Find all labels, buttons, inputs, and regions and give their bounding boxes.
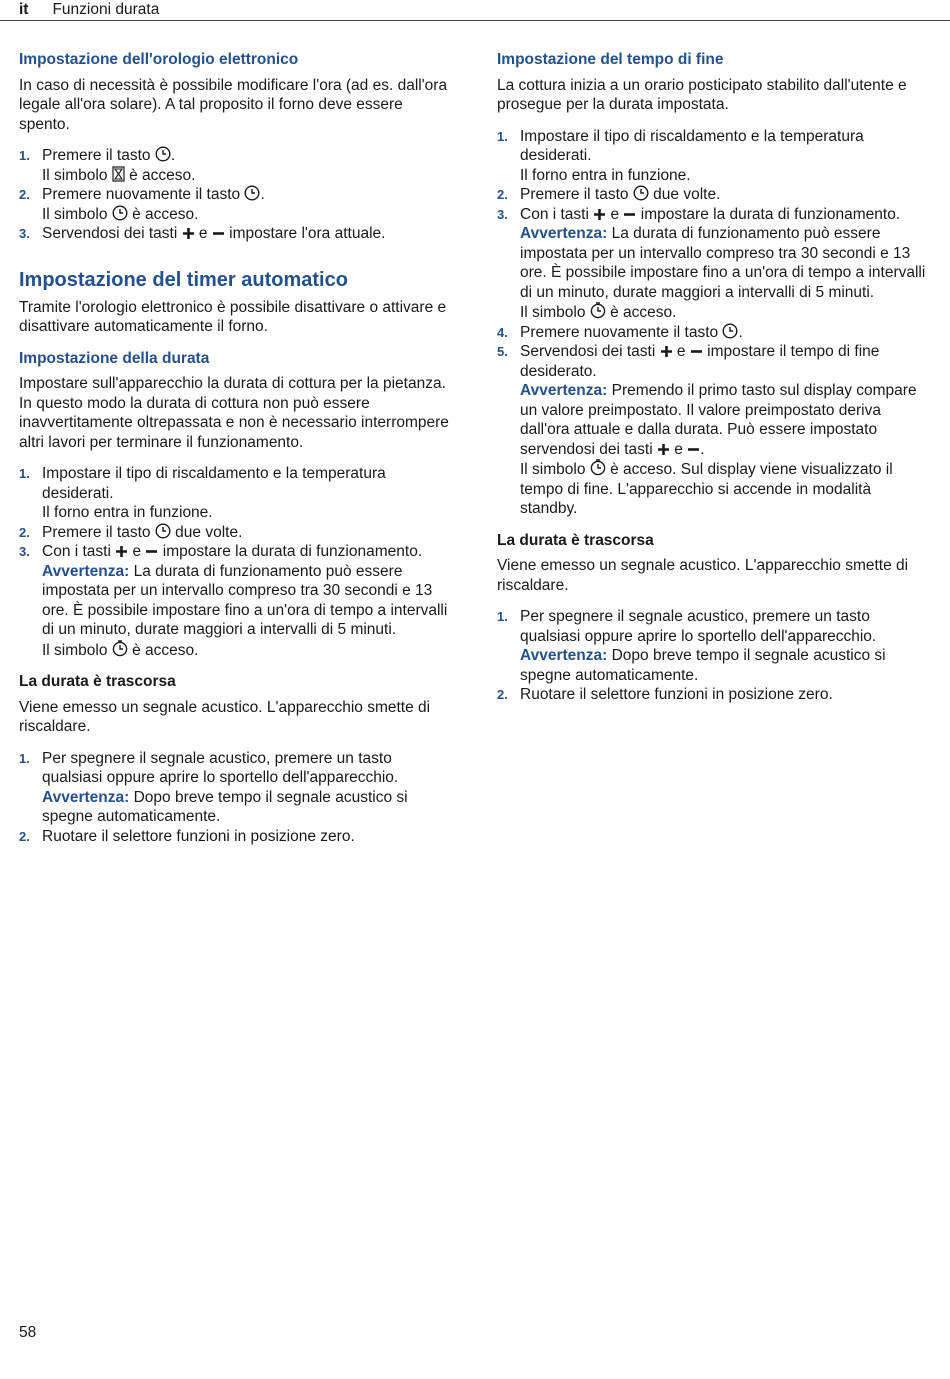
step-text: Impostare il tipo di riscaldamento e la temperatura desiderati. <box>42 465 386 502</box>
clock-heading: Impostazione dell'orologio elettronico <box>19 51 299 68</box>
page-number: 58 <box>19 1324 37 1341</box>
step-number: 2. <box>497 187 508 202</box>
step-text: è acceso. <box>605 304 677 321</box>
step-text: Premere il tasto <box>42 523 155 541</box>
clock-icon <box>633 185 649 201</box>
duration-intro: Impostare sull'apparecchio la durata di cottura per la pietanza. In questo modo la durata di cottura non può essere inavvertitamente oltrepassata e non è necessario interrompere altri lavori per terminare il funzionamento. <box>19 375 449 451</box>
step-number: 1. <box>19 148 30 163</box>
note-label: Avvertenza: <box>520 225 608 242</box>
step-text: Ruotare il selettore funzioni in posizione zero. <box>42 827 355 845</box>
plus-icon <box>657 443 670 456</box>
note-label: Avvertenza: <box>520 382 608 399</box>
list-item <box>497 127 929 186</box>
step-text: due volte. <box>648 186 721 203</box>
step-number: 3. <box>19 226 30 241</box>
timer-icon <box>112 640 128 657</box>
step-text: impostare la durata di funzionamento. <box>636 205 901 223</box>
list-item <box>497 185 929 205</box>
step-text: Ruotare il selettore funzioni in posizione zero. <box>520 686 833 703</box>
list-item <box>497 685 929 705</box>
step-text: e <box>606 205 624 223</box>
step-text: impostare la durata di funzionamento. <box>158 543 423 560</box>
step-text: Il simbolo <box>520 304 590 321</box>
step-number: 3. <box>19 544 30 559</box>
clock-steps <box>19 146 451 244</box>
note-label: Avvertenza: <box>42 562 130 580</box>
minus-icon <box>212 227 225 240</box>
step-text: è acceso. <box>127 641 199 659</box>
step-number: 3. <box>497 206 508 222</box>
elapsed-heading: La durata è trascorsa <box>19 673 176 690</box>
duration-steps <box>19 464 451 660</box>
step-text: . <box>700 440 705 458</box>
step-number: 2. <box>497 687 508 702</box>
list-item <box>497 205 929 323</box>
step-text: Il forno entra in funzione. <box>42 504 213 521</box>
note-text: Premendo il primo tasto sul display compare un valore preimpostato. Il valore preimpostato deriva dall'ora attuale e dalla durata. Può essere impostato servendosi dei tasti <box>520 382 917 458</box>
list-item <box>19 224 451 244</box>
right-column <box>497 50 929 717</box>
note-text: Dopo breve tempo il segnale acustico si spegne automaticamente. <box>42 788 408 825</box>
list-item <box>497 607 929 685</box>
clock-icon <box>155 523 171 539</box>
timer-icon <box>590 302 606 319</box>
elapsed-intro: Viene emesso un segnale acustico. L'apparecchio smette di riscaldare. <box>497 557 909 594</box>
step-text: e <box>128 543 146 560</box>
timer-intro: Tramite l'orologio elettronico è possibile disattivare o attivare e disattivare automaticamente il forno. <box>19 298 447 335</box>
step-number: 1. <box>19 750 30 766</box>
step-text: e <box>672 343 690 360</box>
step-text: è acceso. <box>124 166 196 184</box>
elapsed-steps <box>497 607 929 705</box>
clock-icon <box>722 323 738 339</box>
page-header <box>19 0 159 20</box>
elapsed-heading: La durata è trascorsa <box>497 531 654 549</box>
step-text: Premere il tasto <box>42 147 155 164</box>
step-text: impostare l'ora attuale. <box>224 225 386 242</box>
elapsed-intro: Viene emesso un segnale acustico. L'apparecchio smette di riscaldare. <box>19 698 431 735</box>
step-text: Il simbolo <box>42 166 112 184</box>
clock-icon <box>155 146 171 162</box>
plus-icon <box>593 208 606 221</box>
step-text: Premere nuovamente il tasto <box>520 323 723 341</box>
end-time-steps <box>497 127 929 519</box>
end-time-intro: La cottura inizia a un orario posticipato stabilito dall'utente e prosegue per la durata impostata. <box>497 76 907 113</box>
step-text: Il simbolo <box>520 461 590 478</box>
elapsed-steps <box>19 749 451 847</box>
step-text: Il forno entra in funzione. <box>520 166 691 184</box>
step-text: . <box>738 323 743 341</box>
step-number: 5. <box>497 344 508 359</box>
end-time-heading: Impostazione del tempo di fine <box>497 51 724 68</box>
clock-intro: In caso di necessità è possibile modificare l'ora (ad es. dall'ora legale all'ora solare). A tal proposito il forno deve essere spento. <box>19 76 448 133</box>
step-number: 1. <box>497 128 508 144</box>
list-item <box>19 827 451 847</box>
step-text: Servendosi dei tasti <box>520 343 660 360</box>
step-text: Con i tasti <box>520 205 594 223</box>
step-number: 4. <box>497 324 508 340</box>
list-item <box>19 542 451 660</box>
list-item <box>19 749 451 827</box>
step-text: e <box>194 225 212 242</box>
timer-heading: Impostazione del timer automatico <box>19 268 348 291</box>
language-code: it <box>19 1 29 18</box>
note-text: La durata di funzionamento può essere impostata per un intervallo compreso tra 30 secondi e 13 ore. È possibile impostare fino a un'ora di tempo a intervalli di un minuto, durate maggiori a intervalli di 5 minuti. <box>42 562 448 638</box>
step-text: e <box>670 440 688 458</box>
duration-heading: Impostazione della durata <box>19 349 210 367</box>
list-item <box>19 185 451 224</box>
step-text: Il simbolo <box>42 641 112 659</box>
plus-icon <box>115 545 128 558</box>
step-text: è acceso. Sul display viene visualizzato il tempo di fine. L'apparecchio si accende in modalità standby. <box>520 461 893 517</box>
hourglass-icon <box>112 166 125 182</box>
note-text: La durata di funzionamento può essere impostata per un intervallo compreso tra 30 secondi e 13 ore. È possibile impostare fino a un'ora di tempo a intervalli di un minuto, durate maggiori a intervalli di 5 minuti. <box>520 225 926 301</box>
step-text: Per spegnere il segnale acustico, premere un tasto qualsiasi oppure aprire lo sportello dell'apparecchio. <box>520 608 877 645</box>
step-text: è acceso. <box>127 205 199 223</box>
step-text: Il simbolo <box>42 205 112 223</box>
step-text: Servendosi dei tasti <box>42 225 182 242</box>
section-title: Funzioni durata <box>52 1 160 18</box>
step-number: 2. <box>19 187 30 202</box>
note-text: Dopo breve tempo il segnale acustico si spegne automaticamente. <box>520 647 886 684</box>
minus-icon <box>145 545 158 558</box>
minus-icon <box>687 443 700 456</box>
step-number: 2. <box>19 524 30 540</box>
note-label: Avvertenza: <box>520 647 608 664</box>
list-item <box>19 464 451 523</box>
clock-icon <box>244 185 260 201</box>
list-item <box>19 146 451 185</box>
step-text: Per spegnere il segnale acustico, premere un tasto qualsiasi oppure aprire lo sportello dell'apparecchio. <box>42 749 399 786</box>
step-text: impostare il tempo di fine desiderato. <box>520 343 880 380</box>
step-text: . <box>170 147 176 164</box>
list-item <box>497 323 929 343</box>
step-text: Premere nuovamente il tasto <box>42 186 245 203</box>
list-item <box>19 523 451 543</box>
step-text: Premere il tasto <box>520 186 633 203</box>
step-text: Impostare il tipo di riscaldamento e la temperatura desiderati. <box>520 127 864 164</box>
step-text: due volte. <box>170 523 243 541</box>
step-number: 1. <box>497 609 508 624</box>
step-text: . <box>260 186 265 203</box>
list-item <box>497 342 929 519</box>
minus-icon <box>623 208 636 221</box>
plus-icon <box>182 227 195 240</box>
plus-icon <box>660 345 673 358</box>
clock-icon <box>112 205 128 221</box>
step-number: 2. <box>19 828 30 844</box>
left-column <box>19 50 451 858</box>
note-label: Avvertenza: <box>42 788 130 806</box>
minus-icon <box>690 345 703 358</box>
step-text: Con i tasti <box>42 543 116 560</box>
header-divider <box>0 20 950 21</box>
step-number: 1. <box>19 466 30 481</box>
timer-icon <box>590 459 606 476</box>
